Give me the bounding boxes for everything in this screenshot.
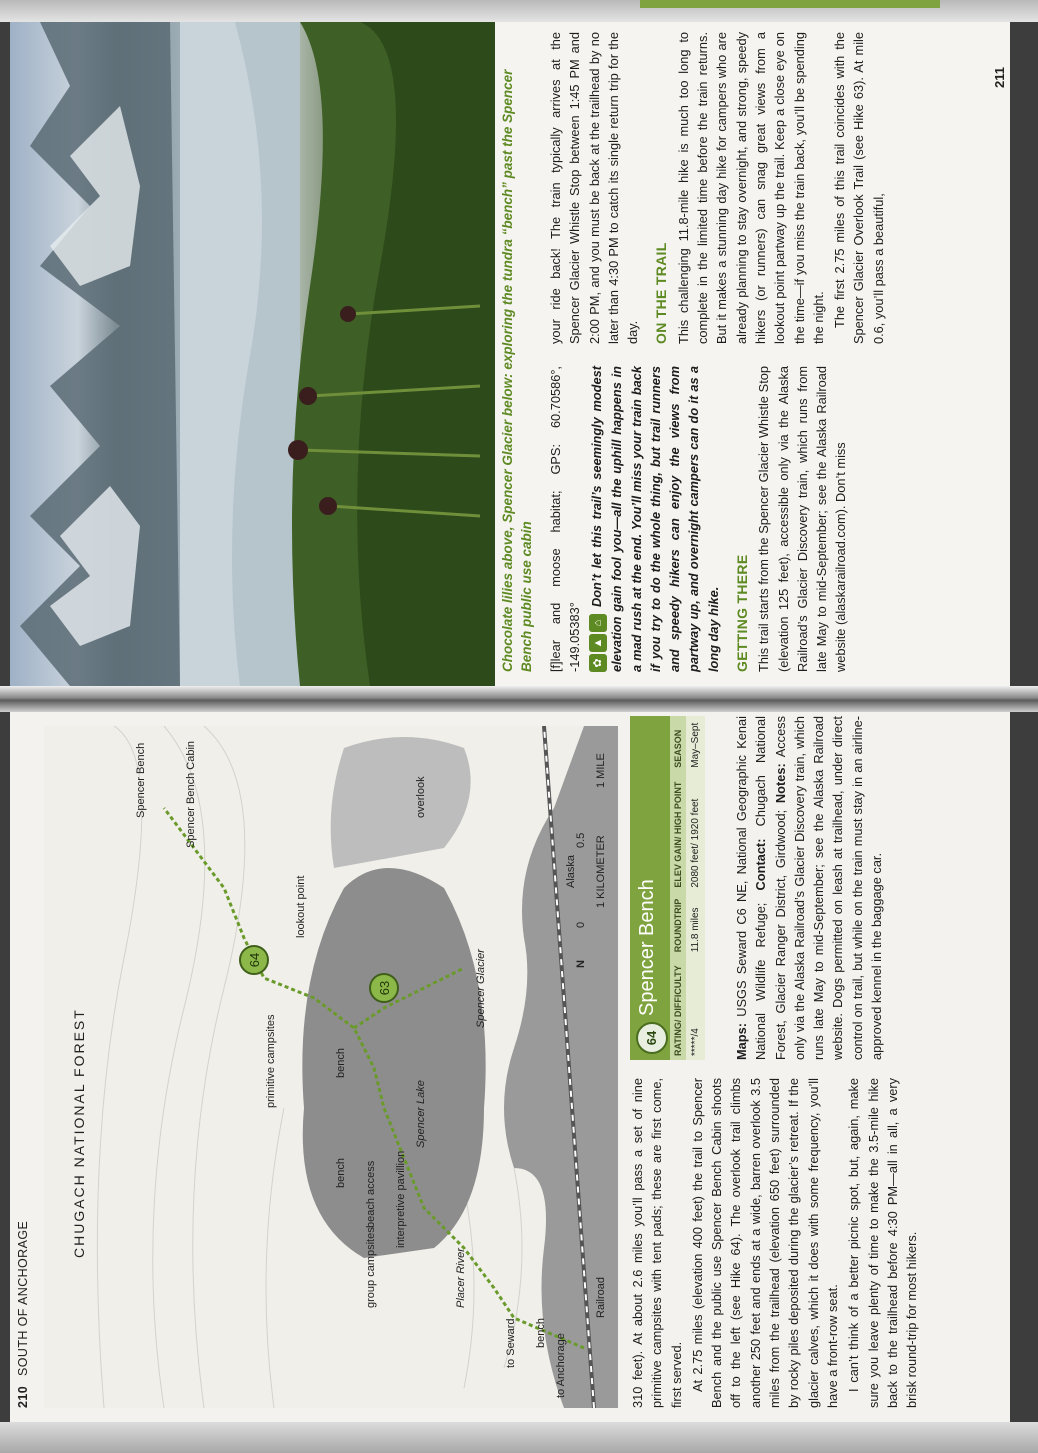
column-2 — [546, 32, 890, 344]
map-label-km: 1 KILOMETER — [595, 835, 607, 908]
map-label-north: N — [575, 960, 587, 968]
left-paragraph-1: 310 feet). At about 2.6 miles you’ll pass a set of nine primitive campsites with tent pads; these are first come, first served. — [630, 1078, 684, 1408]
photo-caption: Chocolate lilies above, Spencer Glacier below: exploring the tundra “bench” past the Spencer Bench public use cabin — [500, 69, 534, 672]
glacier-photo — [10, 22, 495, 686]
trail-note — [587, 366, 723, 672]
camp-icon: ▲ — [589, 634, 607, 652]
stats-cell: 11.8 miles — [686, 892, 705, 957]
map-label-pavilion: interpretive pavillion — [395, 1150, 407, 1248]
hike-title: Spencer Bench — [636, 879, 658, 1016]
map-label-overlook: overlook — [415, 776, 427, 818]
map-label-bench-top: Spencer Bench — [135, 742, 147, 818]
running-head — [16, 1221, 30, 1408]
contact-label: Contact: — [753, 838, 769, 891]
getting-there-paragraph: This trail starts from the Spencer Glacier Whistle Stop (elevation 125 feet), accessible only via the Alaska Railroad’s Glacier Discovery train, which runs from late May to mid-September; see the Alaska Railroad website (alaskarailroad.com). Don’t miss — [756, 366, 849, 672]
map-forest-label: CHUGACH NATIONAL FOREST — [71, 1008, 87, 1258]
map-marker-64: 64 — [247, 952, 262, 968]
page-edges-top — [0, 0, 1038, 22]
page-210-content — [10, 712, 1010, 1422]
map-label-primitive: primitive campsites — [265, 1014, 277, 1108]
page-210 — [10, 712, 1010, 1422]
page-number-210: 210 — [16, 1385, 30, 1408]
map-label-bench2: bench — [335, 1048, 347, 1078]
train-paragraph: your ride back! The train typically arrives at the Spencer Glacier Whistle Stop between 1:45 PM and 2:00 PM, and you must be back at the trailhead by no later than 4:30 PM to catch its single return trip for the day. — [548, 32, 641, 344]
map-label-cabin: Spencer Bench Cabin — [185, 740, 197, 848]
map-label-mile: 1 MILE — [595, 753, 607, 788]
flower-icon: ✿ — [589, 654, 607, 672]
map-label-bench1: bench — [335, 1158, 347, 1188]
stats-cell: May–Sept — [686, 716, 705, 772]
left-paragraph-2: At 2.75 miles (elevation 400 feet) the trail to Spencer Bench and the public use Spencer Bench Cabin shoots off to the left (see Hike 64). The overlook trail climbs another 250 feet and ends at a wide, barren overlook 3.5 miles from the trailhead (elevation 650 feet) surrounded by rocky piles deposited during the glacier’s retreat. If the glacier calves, which it does with some frequency, you’ll have a front-row seat. — [689, 1078, 840, 1408]
map-label-beach: beach access — [365, 1160, 377, 1228]
notes-text: Access only via the Alaska Railroad’s Glacier Discovery train, which runs late May to mid-September; see the Alaska Railroad website. Dogs permitted on leash at trailhead, under direct control on trail, but while on the train must stay in an airline-approved kennel in the baggage car. — [772, 716, 885, 1060]
stats-cell: 2080 feet/ 1920 feet — [686, 772, 705, 892]
running-head-title: SOUTH OF ANCHORAGE — [16, 1220, 30, 1376]
hike-icons — [587, 612, 607, 672]
left-column-text — [628, 1078, 923, 1408]
map-label-lake: Spencer Lake — [415, 1080, 427, 1148]
map-label-half: 0.5 — [575, 832, 587, 848]
page-number-211: 211 — [992, 67, 1007, 88]
page-211-content — [10, 22, 1010, 686]
maps-label: Maps: — [734, 1023, 749, 1060]
stats-cell: *****/4 — [686, 956, 705, 1060]
column-1 — [546, 366, 853, 672]
gps-paragraph: [f]lear and moose habitat; GPS: 60.70586°, -149.05383° — [548, 366, 583, 672]
map-label-group: group campsites — [365, 1227, 377, 1308]
on-trail-paragraph-2: The first 2.75 miles of this trail coincides with the Spencer Glacier Overlook Trail (see Hike 63). At mile 0.6, you’ll pass a beautiful, — [832, 32, 886, 344]
stats-header: ROUNDTRIP — [670, 892, 686, 957]
stats-header: RATING/ DIFFICULTY — [670, 956, 686, 1060]
stats-header: SEASON — [670, 716, 686, 772]
page-211 — [10, 22, 1010, 686]
stats-header: ELEV GAIN/ HIGH POINT — [670, 772, 686, 892]
page-edges-bottom — [0, 1422, 1038, 1453]
section-getting-there: GETTING THERE — [734, 554, 750, 672]
hike-info-text — [732, 716, 888, 1060]
book-gutter — [0, 686, 1038, 712]
hike-header — [630, 716, 670, 1060]
tent-icon: ⌂ — [589, 614, 607, 632]
map-label-glacier: Spencer Glacier — [475, 949, 487, 1028]
maps-info — [732, 716, 886, 1060]
left-paragraph-3: I can’t think of a better picnic spot, but, again, make sure you leave plenty of time to make the 3.5-mile hike back to the trailhead before 4:30 PM—all in all, a very brisk round-trip for most hikers. — [846, 1078, 920, 1408]
section-on-the-trail: ON THE TRAIL — [653, 242, 670, 344]
map-marker-63: 63 — [377, 980, 392, 996]
hike-number-badge: 64 — [636, 1022, 668, 1054]
hike-stats-table — [670, 716, 705, 1060]
map-label-anchorage: to Anchorage — [555, 1333, 567, 1398]
map-label-alaska: Alaska — [565, 854, 577, 888]
map-label-railroad: Railroad — [595, 1277, 607, 1318]
on-trail-paragraph-1: This challenging 11.8-mile hike is much too long to complete in the limited time before the train returns. But it makes a stunning day hike for campers who are already planning to stay overnight, and strong, speedy hikers (or runners) can snag great views from a lookout point partway up the trail. Keep a close eye on the time—if you miss the train back, you’ll be spending the night. — [675, 32, 826, 344]
note-text: Don’t let this trail’s seemingly modest elevation gain fool you—all the uphill happens in a mad rush at the end. You’ll miss your train back if you try to do the whole thing, but trail runners and speedy hikers can enjoy the views from partway up, and overnight campers can do it as a long day hike. — [588, 366, 721, 672]
notes-label: Notes: — [772, 763, 788, 804]
contact-text: Chugach National Forest, Glacier Ranger District, Girdwood; — [753, 715, 788, 1060]
map-label-placer: Placer River — [455, 1248, 467, 1308]
maps-text: USGS Seward C6 NE, National Geographic Kenai National Wildlife Refuge; — [734, 716, 769, 1060]
map-label-seward: to Seward — [505, 1318, 517, 1368]
map-label-lookout: lookout point — [295, 875, 307, 938]
trail-map — [44, 726, 618, 1408]
map-label-zero: 0 — [575, 921, 587, 928]
map-label-bench3: bench — [535, 1318, 547, 1348]
